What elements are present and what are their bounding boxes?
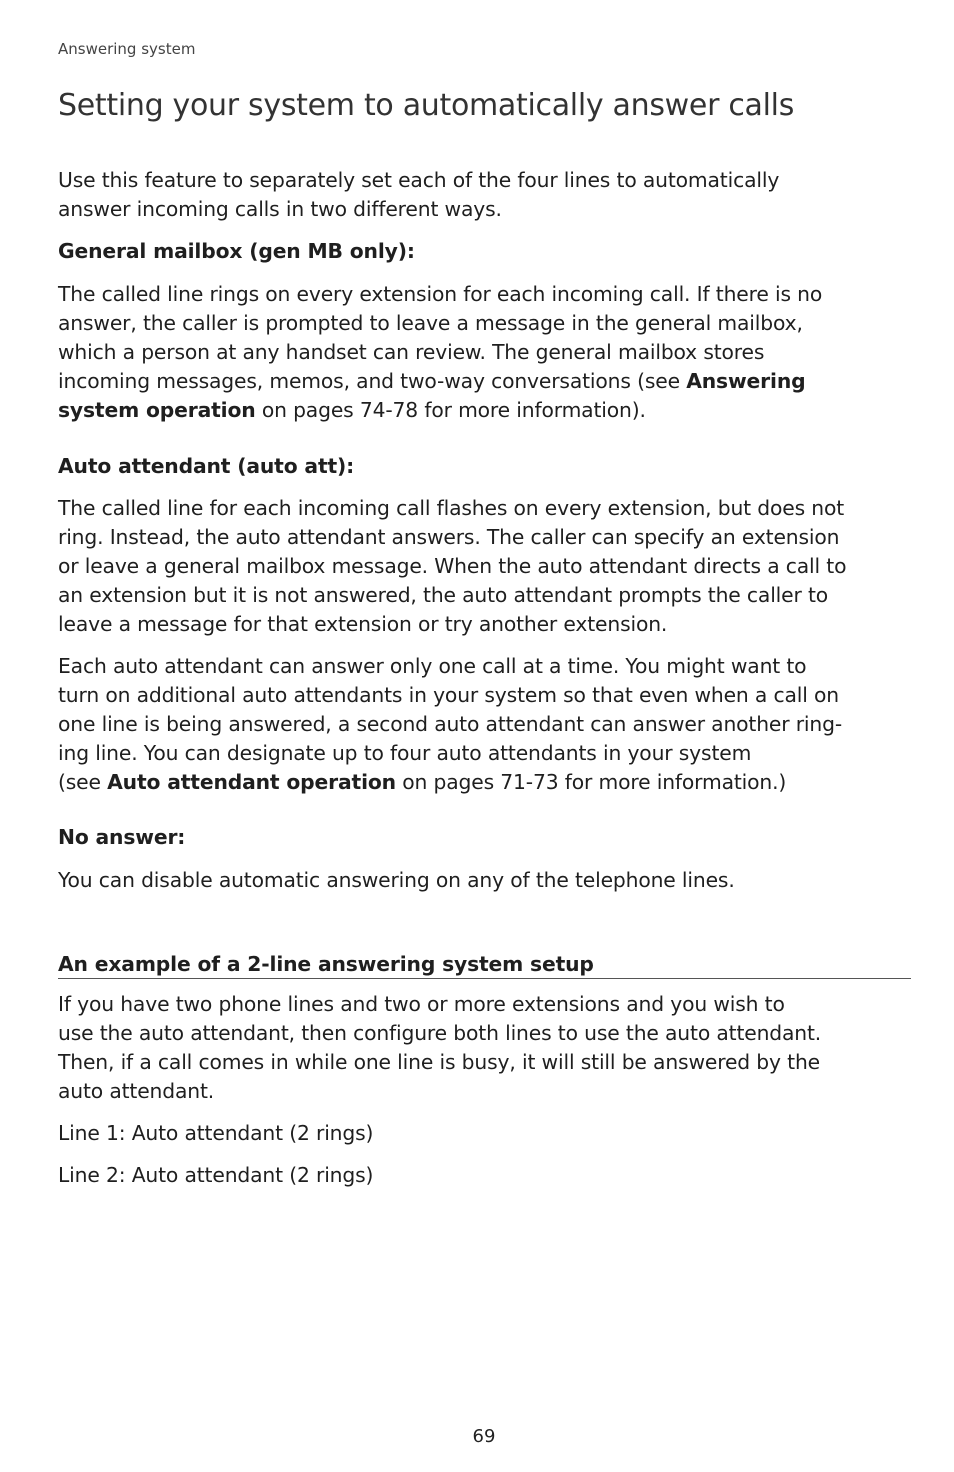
- page-title: Setting your system to automatically answer calls: [58, 88, 795, 123]
- intro-line-2: answer incoming calls in two different ways.: [58, 197, 502, 221]
- general-mailbox-line-3: which a person at any handset can review. The general mailbox stores: [58, 340, 765, 364]
- auto-attendant-p1-line-3: or leave a general mailbox message. When the auto attendant directs a call to: [58, 554, 847, 578]
- auto-attendant-p1-line-2: ring. Instead, the auto attendant answers. The caller can specify an extension: [58, 525, 840, 549]
- general-mailbox-line-5-text: on pages 74-78 for more information).: [255, 398, 646, 422]
- no-answer-heading: No answer:: [58, 825, 186, 849]
- example-line2-setting: Line 2: Auto attendant (2 rings): [58, 1163, 374, 1187]
- general-mailbox-line-4: [58, 367, 805, 396]
- answering-system-operation-ref: Answering: [686, 369, 806, 393]
- auto-attendant-p2-line-5: [58, 768, 786, 797]
- general-mailbox-line-4-text: incoming messages, memos, and two-way conversations (see: [58, 369, 687, 393]
- example-line-1: If you have two phone lines and two or more extensions and you wish to: [58, 992, 785, 1016]
- auto-attendant-operation-ref: Auto attendant operation: [107, 770, 396, 794]
- auto-attendant-p2-line-4: ing line. You can designate up to four auto attendants in your system: [58, 741, 752, 765]
- example-line-3: Then, if a call comes in while one line is busy, it will still be answered by the: [58, 1050, 821, 1074]
- answering-system-operation-ref-cont: system operation: [58, 398, 256, 422]
- example-heading: An example of a 2-line answering system setup: [58, 952, 594, 976]
- no-answer-text: You can disable automatic answering on any of the telephone lines.: [58, 868, 735, 892]
- example-line1-setting: Line 1: Auto attendant (2 rings): [58, 1121, 374, 1145]
- general-mailbox-heading: General mailbox (gen MB only):: [58, 239, 415, 263]
- auto-attendant-p2-line-1: Each auto attendant can answer only one call at a time. You might want to: [58, 654, 807, 678]
- example-line-2: use the auto attendant, then configure both lines to use the auto attendant.: [58, 1021, 822, 1045]
- auto-attendant-p1-line-5: leave a message for that extension or try another extension.: [58, 612, 668, 636]
- general-mailbox-line-2: answer, the caller is prompted to leave a message in the general mailbox,: [58, 311, 803, 335]
- auto-attendant-heading: Auto attendant (auto att):: [58, 454, 355, 478]
- auto-attendant-p1-line-4: an extension but it is not answered, the auto attendant prompts the caller to: [58, 583, 829, 607]
- auto-attendant-p2-line-2: turn on additional auto attendants in your system so that even when a call on: [58, 683, 840, 707]
- auto-attendant-p2-line-3: one line is being answered, a second auto attendant can answer another ring-: [58, 712, 843, 736]
- intro-line-1: Use this feature to separately set each of the four lines to automatically: [58, 168, 780, 192]
- example-line-4: auto attendant.: [58, 1079, 215, 1103]
- auto-attendant-p2-pages: on pages 71-73 for more information.): [395, 770, 787, 794]
- auto-attendant-p1-line-1: The called line for each incoming call flashes on every extension, but does not: [58, 496, 845, 520]
- auto-attendant-p2-see: (see: [58, 770, 108, 794]
- section-divider: [58, 978, 911, 979]
- general-mailbox-line-5: [58, 396, 646, 425]
- general-mailbox-line-1: The called line rings on every extension for each incoming call. If there is no: [58, 282, 823, 306]
- page-number: 69: [472, 1426, 496, 1447]
- section-header: Answering system: [58, 40, 196, 58]
